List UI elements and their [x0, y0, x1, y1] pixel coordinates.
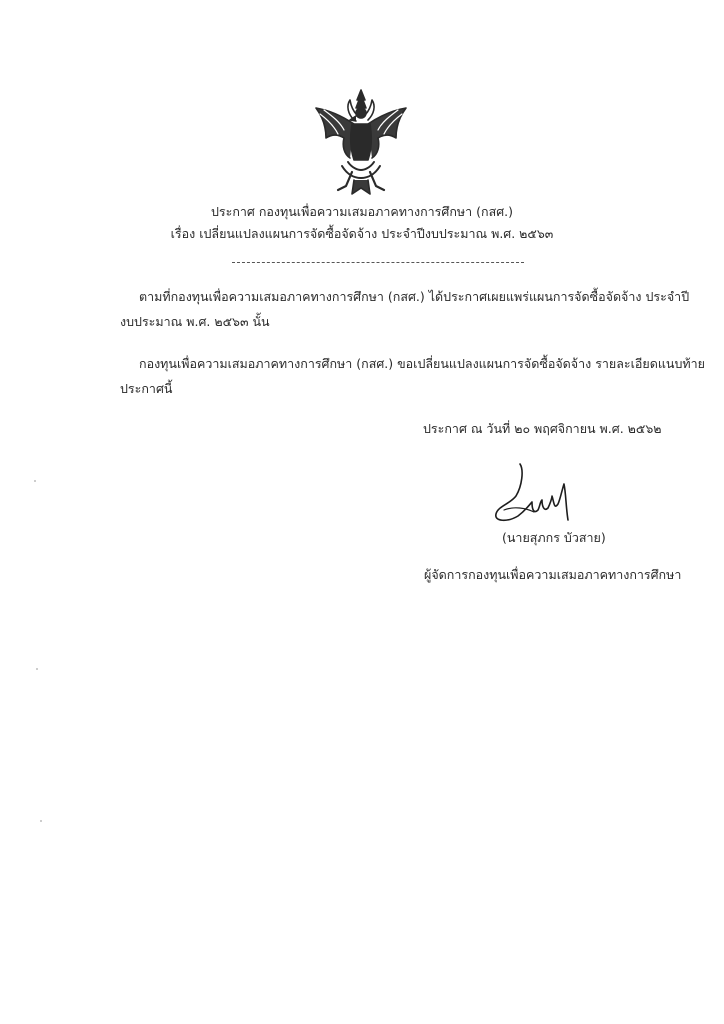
body-paragraph-1-line-1: ตามที่กองทุนเพื่อความเสมอภาคทางการศึกษา (กสศ.) ได้ประกาศเผยแพร่แผนการจัดซื้อจัดจ้าง ประจำปี [139, 289, 690, 304]
body-paragraph-1-line-2: งบประมาณ พ.ศ. ๒๕๖๓ นั้น [120, 314, 270, 329]
handwritten-signature-icon [490, 460, 580, 532]
signatory-position: ผู้จัดการกองทุนเพื่อความเสมอภาคทางการศึกษา [424, 567, 682, 582]
signatory-name: (นายสุภกร บัวสาย) [502, 530, 606, 545]
scan-speck [36, 668, 38, 670]
scan-speck [34, 480, 36, 482]
announcement-title: ประกาศ กองทุนเพื่อความเสมอภาคทางการศึกษา (กสศ.) [210, 204, 513, 219]
body-paragraph-2-line-1: กองทุนเพื่อความเสมอภาคทางการศึกษา (กสศ.) ขอเปลี่ยนแปลงแผนการจัดซื้อจัดจ้าง รายละเอียดแนบท้าย [139, 356, 705, 371]
announcement-subject: เรื่อง เปลี่ยนแปลงแผนการจัดซื้อจัดจ้าง ประจำปีงบประมาณ พ.ศ. ๒๕๖๓ [170, 226, 554, 241]
scan-speck [40, 820, 42, 822]
garuda-emblem-icon [312, 86, 410, 198]
separator-line [232, 262, 524, 263]
body-paragraph-2-line-2: ประกาศนี้ [120, 381, 173, 396]
announcement-date: ประกาศ ณ วันที่ ๒๐ พฤศจิกายน พ.ศ. ๒๕๖๒ [423, 421, 662, 436]
